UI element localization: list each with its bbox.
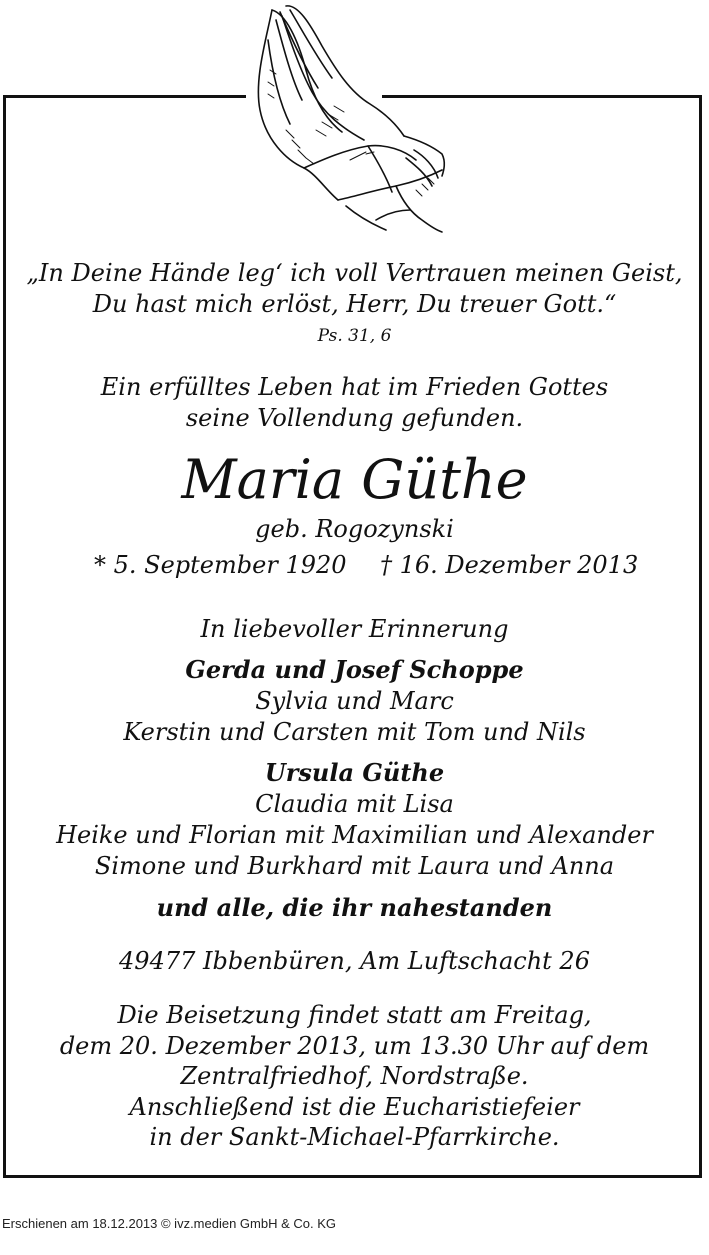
praying-hands-icon xyxy=(246,0,452,245)
family-group-1-line-2: Kerstin und Carsten mit Tom und Nils xyxy=(123,718,586,746)
quote-line-2: Du hast mich erlöst, Herr, Du treuer Gott.“ xyxy=(92,290,617,318)
family-group-2-line-3: Simone und Burkhard mit Laura und Anna xyxy=(94,852,615,880)
deceased-name: Maria Güthe xyxy=(181,448,528,511)
family-group-2-line-1: Claudia mit Lisa xyxy=(255,790,454,818)
family-group-2-line-2: Heike und Florian mit Maximilian und Alexander xyxy=(56,821,653,849)
funeral-line-2: dem 20. Dezember 2013, um 13.30 Uhr auf dem xyxy=(59,1032,650,1060)
life-dates xyxy=(6,550,703,580)
family-group-1-line-1: Sylvia und Marc xyxy=(255,687,454,715)
quote-line-1: „In Deine Hände leg‘ ich voll Vertrauen meinen Geist, xyxy=(26,259,683,287)
intro-line-1: Ein erfülltes Leben hat im Frieden Gottes xyxy=(100,373,609,401)
death-date: † 16. Dezember 2013 xyxy=(380,551,639,579)
mourners-heading: In liebevoller Erinnerung xyxy=(200,615,509,643)
maiden-name: geb. Rogozynski xyxy=(255,515,454,543)
funeral-line-4: Anschließend ist die Eucharistiefeier xyxy=(129,1093,580,1121)
address: 49477 Ibbenbüren, Am Luftschacht 26 xyxy=(119,947,590,975)
family-group-2-head: Ursula Güthe xyxy=(264,758,445,787)
mourners-closing: und alle, die ihr nahestanden xyxy=(156,893,553,922)
quote-source: Ps. 31, 6 xyxy=(317,326,392,346)
intro-line-2: seine Vollendung gefunden. xyxy=(185,404,524,432)
funeral-line-1: Die Beisetzung findet statt am Freitag, xyxy=(117,1001,592,1029)
funeral-line-5: in der Sankt-Michael-Pfarrkirche. xyxy=(149,1123,560,1151)
birth-date: * 5. September 1920 xyxy=(94,551,347,579)
family-group-1-head: Gerda und Josef Schoppe xyxy=(185,655,524,684)
publication-footer: Erschienen am 18.12.2013 © ivz.medien GmbH & Co. KG xyxy=(2,1216,337,1231)
funeral-line-3: Zentralfriedhof, Nordstraße. xyxy=(180,1062,529,1090)
